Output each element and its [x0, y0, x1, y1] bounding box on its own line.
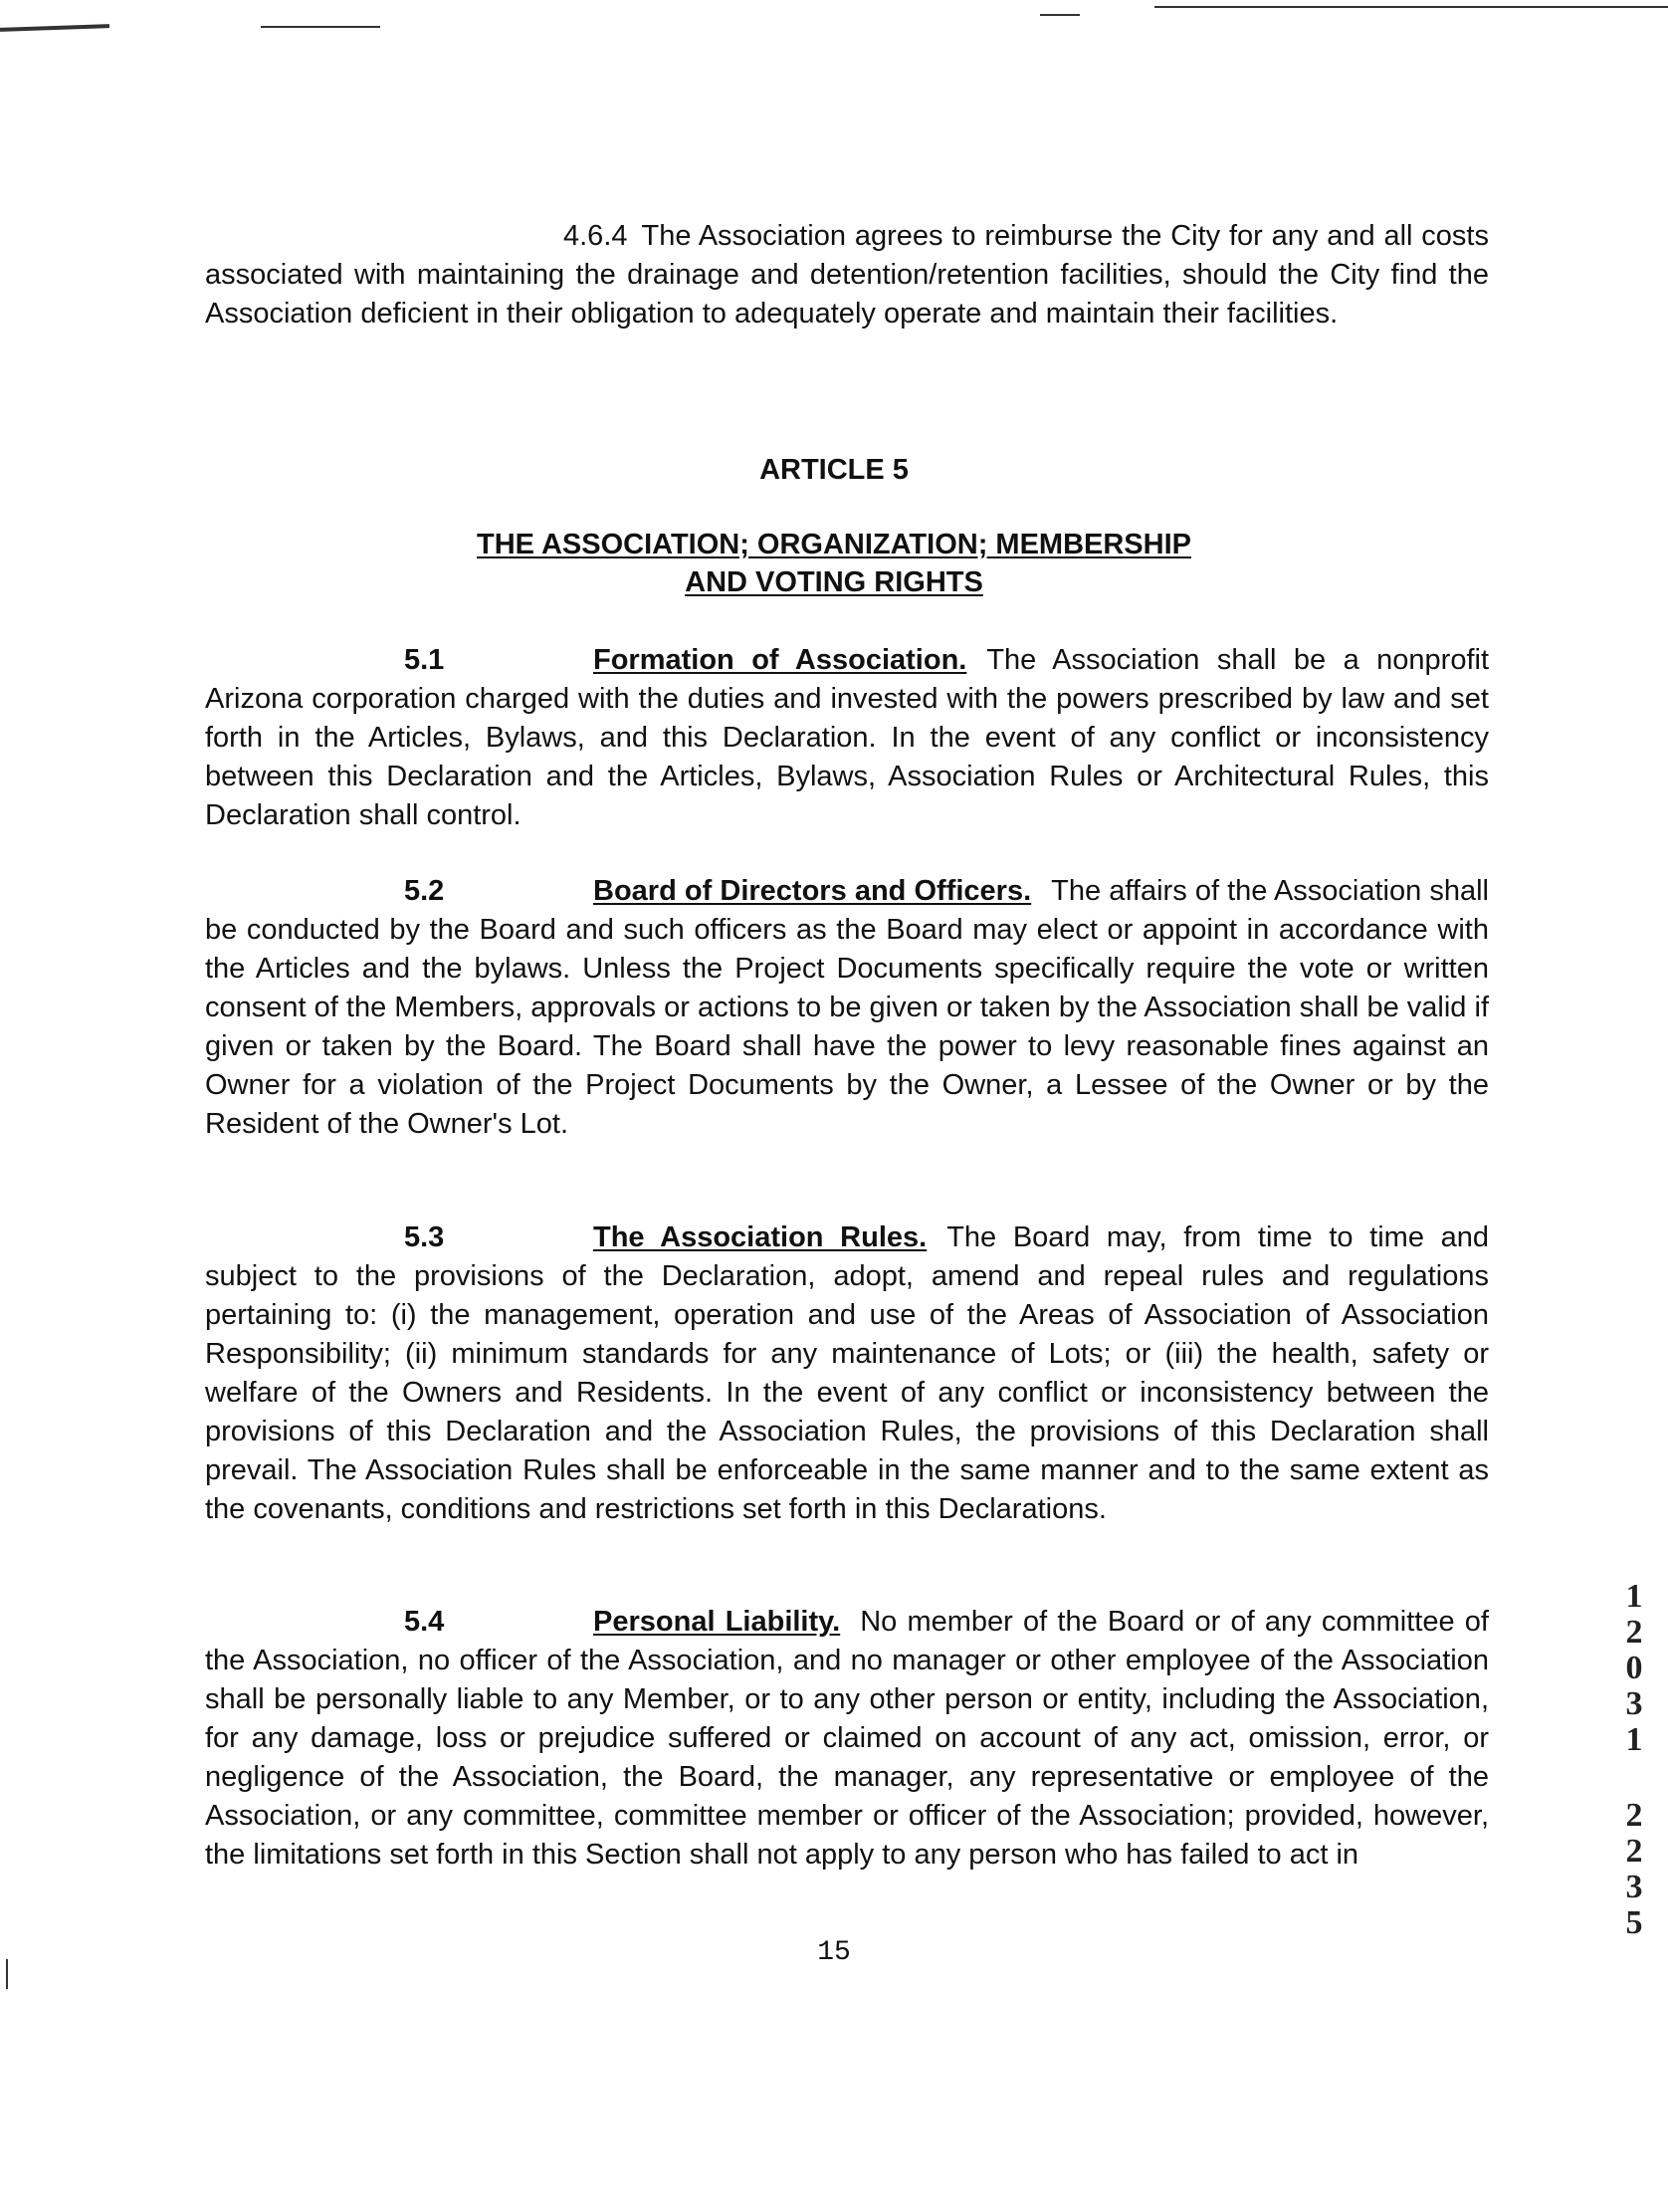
section-heading: The Association Rules.: [593, 1221, 928, 1253]
section-text: The affairs of the Association shall be conducted by the Board and such officers as the Board may elect or appoint in accordance with the Articles and the bylaws. Unless the Project Documents specifically require the vote or written consent of the Members, approvals or actions to be given or taken by the Association shall be valid if given or taken by the Board. The Board shall have the power to levy reasonable fines against an Owner for a violation of the Project Documents by the Owner, a Lessee of the Owner or by the Resident of the Owner's Lot.: [205, 875, 1490, 1140]
scan-mark-top-right-short: [1040, 14, 1080, 16]
stamp-digit: 2: [1625, 1833, 1643, 1870]
stamp-digit: 3: [1625, 1869, 1643, 1905]
section-text: The Board may, from time to time and subject to the provisions of the Declaration, adopt, amend and repeal rules and regulations pertaining to: (i) the management, operation and use of the Areas of Association of Association Responsibility; (ii) minimum standards for any maintenance of Lots; or (iii) the health, safety or welfare of the Owners and Residents. In the event of any conflict or inconsistency between the provisions of this Declaration and the Association Rules, the provisions of this Declaration shall prevail. The Association Rules shall be enforceable in the same manner and to the same extent as the covenants, conditions and restrictions set forth in this Declarations.: [205, 1221, 1489, 1525]
stamp-digit: 2: [1625, 1797, 1643, 1834]
section-number: 5.4: [404, 1606, 445, 1638]
recording-stamp: [1614, 1579, 1654, 1941]
section-number: 5.2: [404, 875, 445, 907]
stamp-digit: 3: [1625, 1685, 1643, 1722]
paragraph-4-6-4: [205, 217, 1489, 333]
section-5-1: [205, 641, 1489, 835]
section-5-2: [205, 872, 1489, 1144]
section-heading: Board of Directors and Officers.: [593, 875, 1032, 907]
paragraph-number: 4.6.4: [563, 220, 628, 252]
page-number: 15: [817, 1937, 851, 1968]
scan-mark-top-line: [261, 26, 380, 28]
scan-mark-top-right: [1154, 6, 1668, 8]
stamp-digit: 0: [1625, 1650, 1643, 1686]
section-5-4: [205, 1603, 1489, 1875]
section-heading: Personal Liability.: [593, 1606, 841, 1638]
stamp-digit: 1: [1625, 1578, 1643, 1615]
article-subtitle-line1: THE ASSOCIATION; ORGANIZATION; MEMBERSHIP: [476, 529, 1191, 560]
section-number: 5.3: [404, 1221, 445, 1253]
article-title: ARTICLE 5: [759, 454, 909, 486]
article-subtitle-line2: AND VOTING RIGHTS: [685, 566, 983, 598]
section-text: No member of the Board or of any committee of the Association, no officer of the Association, and no manager or other employee of the Association shall be personally liable to any Member, or to any other person or entity, including the Association, for any damage, loss or prejudice suffered or claimed on account of any act, omission, error, or negligence of the Association, the Board, the manager, any representative or employee of the Association, or any committee, committee member or officer of the Association; provided, however, the limitations set forth in this Section shall not apply to any person who has failed to act in: [205, 1606, 1489, 1871]
stamp-digit: 1: [1625, 1721, 1643, 1758]
scan-mark-top-left: [0, 24, 109, 32]
section-5-3: [205, 1218, 1489, 1529]
section-number: 5.1: [404, 644, 445, 676]
stamp-digit: 5: [1625, 1904, 1643, 1941]
section-heading: Formation of Association.: [593, 644, 967, 676]
paragraph-text: The Association agrees to reimburse the City for any and all costs associated with maintaining the drainage and detention/retention facilities, should the City find the Association deficient in their obligation to adequately operate and maintain their facilities.: [205, 220, 1489, 330]
section-text: The Association shall be a nonprofit Arizona corporation charged with the duties and invested with the powers prescribed by law and set forth in the Articles, Bylaws, and this Declaration. In the event of any conflict or inconsistency between this Declaration and the Articles, Bylaws, Association Rules or Architectural Rules, this Declaration shall control.: [205, 644, 1490, 831]
stamp-digit: 2: [1625, 1614, 1643, 1651]
